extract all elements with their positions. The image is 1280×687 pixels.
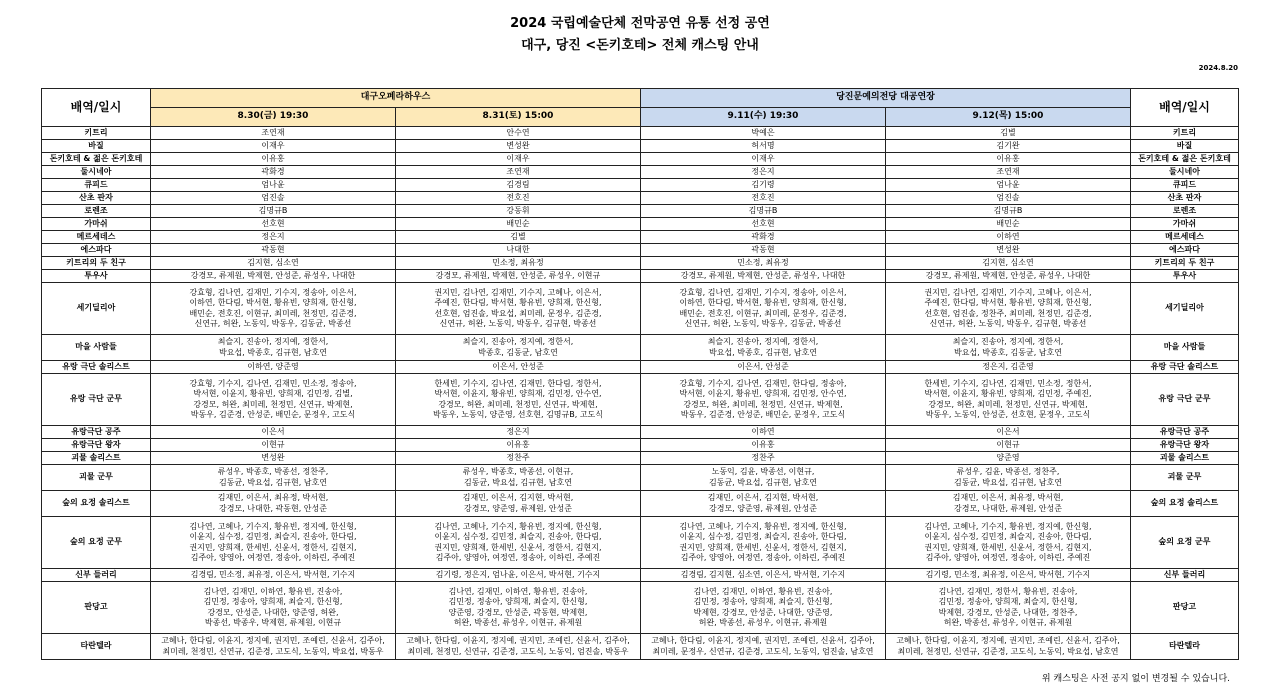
table-row: [42, 205, 1239, 218]
cast-line: 배민순, 전호진, 이현규, 최미레, 문정우, 김준경,: [679, 308, 847, 318]
cast-line: 신연규, 허완, 노동익, 박동우, 김규현, 박종선: [439, 318, 597, 328]
cast-line: 권지민, 김나연, 김재민, 기수지, 고혜나, 이은서,: [434, 287, 602, 297]
document-date: 2024.8.20: [1198, 64, 1238, 72]
cast-cell: [886, 491, 1131, 517]
cast-cell: 이유홍: [886, 153, 1131, 166]
cast-line: 김동균, 박요섭, 김규현, 남호연: [709, 477, 817, 487]
cast-cell: 조연재: [396, 166, 641, 179]
cast-cell: [641, 283, 886, 335]
cast-line: 김나연, 김재민, 이하연, 황유빈, 진송아,: [448, 586, 588, 596]
cast-cell: [886, 283, 1131, 335]
cast-cell: [641, 270, 886, 283]
role-label-left: 유랑극단 공주: [42, 426, 151, 439]
cast-line: 강효형, 김나연, 김재민, 기수지, 정송아, 이은서,: [679, 287, 847, 297]
role-label-left: 괴물 군무: [42, 465, 151, 491]
cast-cell: 이현규: [151, 439, 396, 452]
cast-line: 선호현, 엄진솔, 정찬주, 최미레, 천정민, 김준경,: [924, 308, 1092, 318]
cast-line: 고혜나, 한다림, 이윤지, 정지예, 권지민, 조예린, 신윤서, 김주아,: [406, 636, 630, 646]
cast-cell: [151, 335, 396, 361]
cast-line: 김나연, 김재민, 이하연, 황유빈, 진송아,: [693, 586, 833, 596]
cast-cell: [151, 582, 396, 634]
cast-line: 권지민, 양희재, 한세빈, 신윤서, 정한서, 김현지,: [434, 542, 602, 552]
cast-cell: 정찬주: [641, 452, 886, 465]
cast-line: 김재민, 이은서, 최유정, 박서현,: [952, 493, 1064, 503]
role-label-right: 판당고: [1131, 582, 1239, 634]
cast-line: 김주아, 양영아, 여정연, 정송아, 이하린, 주예진: [925, 552, 1091, 562]
cast-line: 박제현, 강경모, 안성준, 나대한, 정찬주,: [938, 607, 1078, 617]
role-label-left: 키트리: [42, 127, 151, 140]
table-row: [42, 569, 1239, 582]
cast-line: 권지민, 김나연, 김재민, 기수지, 고혜나, 이은서,: [924, 287, 1092, 297]
role-label-right: 바질: [1131, 140, 1239, 153]
cast-line: 최슬지, 진송아, 정지예, 정한서,: [707, 337, 819, 347]
cast-cell: [641, 374, 886, 426]
role-label-left: 타란텔라: [42, 634, 151, 660]
table-row: [42, 582, 1239, 634]
cast-cell: 김별: [396, 231, 641, 244]
role-label-left: 둘시네아: [42, 166, 151, 179]
cast-line: 고혜나, 한다림, 이윤지, 정지예, 권지민, 조예린, 신윤서, 김주아,: [651, 636, 875, 646]
table-row: [42, 257, 1239, 270]
cast-cell: 이현규: [886, 439, 1131, 452]
table-row: [42, 218, 1239, 231]
cast-cell: 이하연: [886, 231, 1131, 244]
cast-line: 한세빈, 기수지, 김나연, 김재민, 민소정, 정한서,: [924, 378, 1092, 388]
cast-cell: 박예은: [641, 127, 886, 140]
cast-cell: 조연재: [151, 127, 396, 140]
cast-line: 강효형, 기수지, 김나연, 김재민, 민소정, 정송아,: [189, 378, 357, 388]
cast-line: 이윤지, 심수정, 김민정, 최슬지, 진송아, 한다림,: [924, 532, 1092, 542]
cast-cell: 정은지, 김준영: [886, 361, 1131, 374]
cast-line: 김나연, 고혜나, 기수지, 황유빈, 정지예, 한신형,: [189, 521, 357, 531]
cast-cell: 김경림, 김지현, 심소연, 이은서, 박서현, 기수지: [641, 569, 886, 582]
cast-line: 강경모, 안성준, 나대한, 양준영, 허완,: [207, 607, 339, 617]
cast-line: 강경모, 류제원, 박제현, 안성준, 류성우, 나대한: [925, 270, 1091, 280]
cast-line: 김재민, 이은서, 최유정, 박서현,: [217, 493, 329, 503]
role-label-left: 괴물 솔리스트: [42, 452, 151, 465]
role-label-left: 투우사: [42, 270, 151, 283]
cast-line: 김재민, 이은서, 김지현, 박서현,: [462, 493, 574, 503]
cast-cell: 이유홍: [641, 439, 886, 452]
cast-cell: 배민순: [886, 218, 1131, 231]
role-label-right: 메르세데스: [1131, 231, 1239, 244]
table-row: [42, 166, 1239, 179]
table-row: [42, 634, 1239, 660]
cast-line: 박서현, 이윤지, 황유빈, 양희재, 김민정, 주예진,: [924, 389, 1092, 399]
role-label-right: 유랑 극단 솔리스트: [1131, 361, 1239, 374]
role-label-left: 유랑극단 왕자: [42, 439, 151, 452]
date-col-4: 9.12(목) 15:00: [886, 108, 1131, 127]
cast-line: 강경모, 양준영, 류제원, 안성준: [464, 503, 572, 513]
cast-line: 박요섭, 박종호, 김동균, 남호연: [954, 347, 1062, 357]
table-row: [42, 374, 1239, 426]
cast-line: 류성우, 박종호, 박종선, 정찬주,: [217, 467, 329, 477]
role-label-right: 돈키호테 & 젊은 돈키호테: [1131, 153, 1239, 166]
role-label-left: 큐피드: [42, 179, 151, 192]
role-label-left: 숲의 요정 솔리스트: [42, 491, 151, 517]
cast-line: 김민정, 정송아, 양희재, 최슬지, 한신형,: [448, 597, 588, 607]
cast-cell: 김경림, 민소정, 최유정, 이은서, 박서현, 기수지: [151, 569, 396, 582]
cast-cell: 변성완: [396, 140, 641, 153]
document-title: 2024 국립예술단체 전막공연 유통 선정 공연: [510, 16, 770, 31]
cast-line: 김동균, 박요섭, 김규현, 남호연: [464, 477, 572, 487]
role-label-left: 돈키호테 & 젊은 돈키호테: [42, 153, 151, 166]
cast-cell: 곽화경: [641, 231, 886, 244]
cast-cell: [151, 374, 396, 426]
cast-line: 최미레, 천정민, 신연규, 김준경, 고도식, 노동익, 박요섭, 남호연: [897, 646, 1119, 656]
table-row: [42, 127, 1239, 140]
date-col-1: 8.30(금) 19:30: [151, 108, 396, 127]
table-row: [42, 270, 1239, 283]
cast-line: 권지민, 양희재, 한세빈, 신윤서, 정한서, 김현지,: [679, 542, 847, 552]
table-row: [42, 361, 1239, 374]
cast-cell: [396, 465, 641, 491]
cast-cell: 김경림: [396, 179, 641, 192]
cast-line: 김주아, 양영아, 여정연, 정송아, 이하린, 주예진: [190, 552, 356, 562]
cast-cell: [641, 634, 886, 660]
cast-line: 강경모, 나대한, 류제원, 안성준: [954, 503, 1062, 513]
date-col-2: 8.31(토) 15:00: [396, 108, 641, 127]
cast-line: 고혜나, 한다림, 이윤지, 정지예, 권지민, 조예린, 신윤서, 김주아,: [161, 636, 385, 646]
cast-line: 김나연, 고혜나, 기수지, 황유빈, 정지예, 한신형,: [924, 521, 1092, 531]
cast-cell: 선호현: [151, 218, 396, 231]
table-row: [42, 439, 1239, 452]
cast-cell: 곽동현: [151, 244, 396, 257]
cast-cell: 정은지: [151, 231, 396, 244]
role-label-left: 가마쉬: [42, 218, 151, 231]
role-label-left: 세기딜리아: [42, 283, 151, 335]
role-label-right: 투우사: [1131, 270, 1239, 283]
cast-line: 박제현, 강경모, 안성준, 나대한, 양준영,: [693, 607, 833, 617]
casting-table-body: [42, 127, 1239, 660]
cast-cell: 이은서: [886, 426, 1131, 439]
cast-cell: 이은서, 안성준: [641, 361, 886, 374]
cast-cell: 정찬주: [396, 452, 641, 465]
cast-cell: 강동휘: [396, 205, 641, 218]
role-label-right: 괴물 군무: [1131, 465, 1239, 491]
role-label-right: 큐피드: [1131, 179, 1239, 192]
cast-line: 강경모, 류제원, 박제현, 안성준, 류성우, 나대한: [190, 270, 356, 280]
cast-line: 이하연, 한다림, 박서현, 황유빈, 양희재, 한신형,: [189, 298, 357, 308]
role-label-left: 마을 사람들: [42, 335, 151, 361]
cast-line: 이윤지, 심수정, 김민정, 최슬지, 진송아, 한다림,: [189, 532, 357, 542]
cast-line: 노동익, 김윤, 박종선, 이현규,: [711, 467, 815, 477]
cast-cell: 선호현: [641, 218, 886, 231]
role-label-right: 에스파다: [1131, 244, 1239, 257]
role-header-left: 배역/일시: [42, 89, 151, 127]
role-label-right: 산초 판자: [1131, 192, 1239, 205]
cast-line: 김재민, 이은서, 김지현, 박서현,: [707, 493, 819, 503]
table-row: [42, 231, 1239, 244]
cast-line: 김나연, 김재민, 정한서, 황유빈, 진송아,: [938, 586, 1078, 596]
table-row: [42, 179, 1239, 192]
cast-cell: [886, 270, 1131, 283]
table-row: [42, 153, 1239, 166]
role-label-left: 에스파다: [42, 244, 151, 257]
cast-line: 최미레, 천정민, 신연규, 김준경, 고도식, 노동익, 엄진솔, 박동우: [407, 646, 629, 656]
cast-line: 신연규, 허완, 노동익, 박동우, 김규현, 박종선: [929, 318, 1087, 328]
venue-dangjin: 당진문예의전당 대공연장: [641, 89, 1131, 108]
table-row: [42, 465, 1239, 491]
role-label-left: 메르세데스: [42, 231, 151, 244]
cast-line: 신연규, 허완, 노동익, 박동우, 김동균, 박종선: [194, 318, 352, 328]
cast-cell: 민소정, 최유정: [396, 257, 641, 270]
cast-cell: 변성완: [151, 452, 396, 465]
cast-line: 최미레, 천정민, 신연규, 김준경, 고도식, 노동익, 박요섭, 박동우: [162, 646, 384, 656]
role-label-left: 유랑 극단 솔리스트: [42, 361, 151, 374]
cast-line: 김주아, 양영아, 여정연, 정송아, 이하린, 주예진: [435, 552, 601, 562]
cast-cell: [151, 491, 396, 517]
cast-line: 박동우, 김준경, 안성준, 배민순, 문정우, 고도식: [680, 409, 846, 419]
cast-cell: [886, 335, 1131, 361]
table-row: [42, 192, 1239, 205]
cast-line: 배민순, 전호진, 이현규, 최미레, 천정민, 김준경,: [189, 308, 357, 318]
cast-cell: 정은지: [641, 166, 886, 179]
cast-line: 양준영, 강경모, 안성준, 곽동현, 박제현,: [448, 607, 588, 617]
cast-cell: 김명규B: [886, 205, 1131, 218]
cast-cell: [886, 582, 1131, 634]
cast-line: 박동우, 김준경, 안성준, 배민순, 문정우, 고도식: [190, 409, 356, 419]
table-row: [42, 283, 1239, 335]
role-label-left: 숲의 요정 군무: [42, 517, 151, 569]
cast-line: 박서현, 이윤지, 황유빈, 양희재, 김민정, 안수연,: [679, 389, 847, 399]
cast-line: 선호현, 엄진솔, 박요섭, 최미레, 문정우, 김준경,: [434, 308, 602, 318]
cast-line: 강경모, 나대한, 곽동현, 안성준: [219, 503, 327, 513]
cast-cell: 이재우: [396, 153, 641, 166]
cast-cell: 민소정, 최유정: [641, 257, 886, 270]
cast-cell: 전호진: [641, 192, 886, 205]
cast-cell: [641, 517, 886, 569]
cast-cell: [396, 374, 641, 426]
role-label-left: 신부 들러리: [42, 569, 151, 582]
cast-cell: 조연재: [886, 166, 1131, 179]
cast-line: 박서현, 이윤지, 황유빈, 양희재, 김민정, 김별,: [193, 389, 353, 399]
cast-cell: 곽동현: [641, 244, 886, 257]
casting-table: [41, 88, 1239, 660]
cast-line: 이윤지, 심수정, 김민정, 최슬지, 진송아, 한다림,: [434, 532, 602, 542]
role-label-right: 숲의 요정 군무: [1131, 517, 1239, 569]
cast-cell: 김기령, 민소정, 최유정, 이은서, 박서현, 기수지: [886, 569, 1131, 582]
cast-cell: [396, 270, 641, 283]
cast-line: 박종호, 김동균, 남호연: [478, 347, 558, 357]
cast-line: 주예진, 한다림, 박서현, 황유빈, 양희재, 한신형,: [924, 298, 1092, 308]
cast-cell: 변성완: [886, 244, 1131, 257]
cast-cell: [396, 335, 641, 361]
cast-cell: [151, 634, 396, 660]
role-label-right: 유랑극단 공주: [1131, 426, 1239, 439]
table-row: [42, 140, 1239, 153]
cast-line: 한세빈, 기수지, 김나연, 김재민, 한다림, 정한서,: [434, 378, 602, 388]
cast-cell: [151, 270, 396, 283]
cast-cell: [396, 582, 641, 634]
role-label-left: 유랑 극단 군무: [42, 374, 151, 426]
cast-line: 최슬지, 진송아, 정지예, 정한서,: [952, 337, 1064, 347]
cast-cell: 이유홍: [151, 153, 396, 166]
role-label-right: 로렌조: [1131, 205, 1239, 218]
cast-line: 강경모, 허완, 최미레, 천정민, 신연규, 박제현,: [438, 399, 598, 409]
cast-line: 박요섭, 박종호, 김규현, 남호연: [219, 347, 327, 357]
cast-cell: 이재우: [151, 140, 396, 153]
cast-cell: 엄진솔: [886, 192, 1131, 205]
table-row: [42, 335, 1239, 361]
cast-line: 류성우, 박종호, 박종선, 이현규,: [462, 467, 574, 477]
cast-cell: 안수연: [396, 127, 641, 140]
cast-cell: [151, 465, 396, 491]
cast-line: 신연규, 허완, 노동익, 박동우, 김동균, 박종선: [684, 318, 842, 328]
cast-cell: 전호진: [396, 192, 641, 205]
cast-line: 김동균, 박요섭, 김규현, 남호연: [219, 477, 327, 487]
cast-cell: 김지현, 심소연: [886, 257, 1131, 270]
cast-cell: 엄진솔: [151, 192, 396, 205]
footer-note: 위 캐스팅은 사전 공지 없이 변경될 수 있습니다.: [1041, 674, 1230, 684]
role-label-right: 괴물 솔리스트: [1131, 452, 1239, 465]
cast-line: 박요섭, 박종호, 김규현, 남호연: [709, 347, 817, 357]
cast-cell: [886, 374, 1131, 426]
document-subtitle: 대구, 당진 <돈키호테> 전체 캐스팅 안내: [521, 38, 759, 53]
cast-line: 박종선, 박종우, 박제현, 류제원, 이현규: [204, 617, 342, 627]
cast-line: 최미레, 문정우, 신연규, 김준경, 고도식, 노동익, 엄진솔, 남호연: [652, 646, 874, 656]
role-label-right: 숲의 요정 솔리스트: [1131, 491, 1239, 517]
table-row: [42, 244, 1239, 257]
cast-line: 김민정, 정송아, 양희재, 최슬지, 한신형,: [203, 597, 343, 607]
role-label-right: 키트리의 두 친구: [1131, 257, 1239, 270]
cast-cell: [396, 283, 641, 335]
cast-cell: 정은지: [396, 426, 641, 439]
cast-cell: [396, 491, 641, 517]
role-label-right: 유랑극단 왕자: [1131, 439, 1239, 452]
cast-cell: 배민순: [396, 218, 641, 231]
cast-cell: 김명규B: [151, 205, 396, 218]
cast-cell: [641, 335, 886, 361]
cast-line: 박서현, 이윤지, 황유빈, 양희재, 김민정, 안수연,: [434, 389, 602, 399]
cast-line: 강경모, 류제원, 박제현, 안성준, 류성우, 이현규: [435, 270, 601, 280]
role-label-left: 로렌조: [42, 205, 151, 218]
cast-line: 김동균, 박요섭, 김규현, 남호연: [954, 477, 1062, 487]
cast-line: 강경모, 허완, 최미레, 천정민, 신연규, 박제현,: [928, 399, 1088, 409]
cast-cell: 엄나윤: [151, 179, 396, 192]
cast-line: 강효형, 기수지, 김나연, 김재민, 한다림, 정송아,: [679, 378, 847, 388]
cast-line: 김민정, 정송아, 양희재, 최슬지, 한신형,: [693, 597, 833, 607]
cast-cell: 곽화경: [151, 166, 396, 179]
venue-daegu: 대구오페라하우스: [151, 89, 641, 108]
cast-line: 김나연, 김재민, 이하연, 황유빈, 진송아,: [203, 586, 343, 596]
cast-cell: 김지현, 심소연: [151, 257, 396, 270]
cast-line: 허완, 박종선, 류성우, 이현규, 류제원: [943, 617, 1073, 627]
cast-cell: [886, 517, 1131, 569]
role-label-right: 둘시네아: [1131, 166, 1239, 179]
cast-cell: 김명규B: [641, 205, 886, 218]
cast-line: 허완, 박종선, 류성우, 이현규, 류제원: [698, 617, 828, 627]
role-label-right: 타란텔라: [1131, 634, 1239, 660]
role-label-left: 바질: [42, 140, 151, 153]
cast-cell: [151, 517, 396, 569]
cast-line: 최슬지, 진송아, 정지예, 정한서,: [217, 337, 329, 347]
cast-cell: 김기령: [641, 179, 886, 192]
role-label-left: 키트리의 두 친구: [42, 257, 151, 270]
cast-line: 강경모, 류제원, 박제현, 안성준, 류성우, 나대한: [680, 270, 846, 280]
cast-line: 김나연, 고혜나, 기수지, 황유빈, 정지예, 한신형,: [434, 521, 602, 531]
role-label-right: 신부 들러리: [1131, 569, 1239, 582]
table-row: [42, 452, 1239, 465]
cast-cell: 이은서, 안성준: [396, 361, 641, 374]
table-row: [42, 491, 1239, 517]
cast-line: 박동우, 노동익, 안성준, 선호현, 문정우, 고도식: [925, 409, 1091, 419]
cast-cell: 이하연, 양준영: [151, 361, 396, 374]
table-row: [42, 517, 1239, 569]
cast-line: 강효형, 김나연, 김재민, 기수지, 정송아, 이은서,: [189, 287, 357, 297]
cast-cell: [396, 634, 641, 660]
cast-cell: [886, 634, 1131, 660]
cast-cell: [151, 283, 396, 335]
cast-line: 김나연, 고혜나, 기수지, 황유빈, 정지예, 한신형,: [679, 521, 847, 531]
cast-cell: 이유홍: [396, 439, 641, 452]
cast-line: 주예진, 한다림, 박서현, 황유빈, 양희재, 한신형,: [434, 298, 602, 308]
cast-line: 허완, 박종선, 류성우, 이현규, 류제원: [453, 617, 583, 627]
cast-line: 권지민, 양희재, 한세빈, 신윤서, 정한서, 김현지,: [924, 542, 1092, 552]
cast-line: 권지민, 양희재, 한세빈, 신윤서, 정한서, 김현지,: [189, 542, 357, 552]
date-col-3: 9.11(수) 19:30: [641, 108, 886, 127]
cast-line: 류성우, 김윤, 박종선, 정찬주,: [956, 467, 1060, 477]
cast-cell: 이재우: [641, 153, 886, 166]
cast-cell: 양준영: [886, 452, 1131, 465]
role-label-left: 판당고: [42, 582, 151, 634]
cast-cell: [641, 491, 886, 517]
cast-cell: [641, 465, 886, 491]
cast-line: 이하연, 한다림, 박서현, 황유빈, 양희재, 한신형,: [679, 298, 847, 308]
table-row: [42, 426, 1239, 439]
cast-cell: 이은서: [151, 426, 396, 439]
cast-line: 이윤지, 심수정, 김민정, 최슬지, 진송아, 한다림,: [679, 532, 847, 542]
role-header-right: 배역/일시: [1131, 89, 1239, 127]
cast-cell: 김기완: [886, 140, 1131, 153]
cast-cell: 나대한: [396, 244, 641, 257]
cast-line: 김주아, 양영아, 여정연, 정송아, 이하린, 주예진: [680, 552, 846, 562]
cast-cell: 엄나윤: [886, 179, 1131, 192]
cast-line: 박동우, 노동익, 양준영, 선호현, 김명규B, 고도식: [432, 409, 604, 419]
cast-cell: 김기령, 정은지, 엄나윤, 이은서, 박서현, 기수지: [396, 569, 641, 582]
cast-line: 강경모, 허완, 최미레, 천정민, 신연규, 박제현,: [683, 399, 843, 409]
cast-line: 김민정, 정송아, 양희재, 최슬지, 한신형,: [938, 597, 1078, 607]
cast-line: 강경모, 양준영, 류제원, 안성준: [709, 503, 817, 513]
role-label-right: 마을 사람들: [1131, 335, 1239, 361]
cast-line: 고혜나, 한다림, 이윤지, 정지예, 권지민, 조예린, 신윤서, 김주아,: [896, 636, 1120, 646]
cast-cell: [641, 582, 886, 634]
role-label-right: 유랑 극단 군무: [1131, 374, 1239, 426]
cast-line: 강경모, 허완, 최미레, 천정민, 신연규, 박제현,: [193, 399, 353, 409]
cast-cell: 이하연: [641, 426, 886, 439]
cast-cell: 허서명: [641, 140, 886, 153]
cast-cell: [396, 517, 641, 569]
cast-line: 최슬지, 진송아, 정지예, 정한서,: [462, 337, 574, 347]
role-label-right: 키트리: [1131, 127, 1239, 140]
cast-cell: 김별: [886, 127, 1131, 140]
role-label-right: 세기딜리아: [1131, 283, 1239, 335]
cast-cell: [886, 465, 1131, 491]
role-label-right: 가마쉬: [1131, 218, 1239, 231]
role-label-left: 산초 판자: [42, 192, 151, 205]
